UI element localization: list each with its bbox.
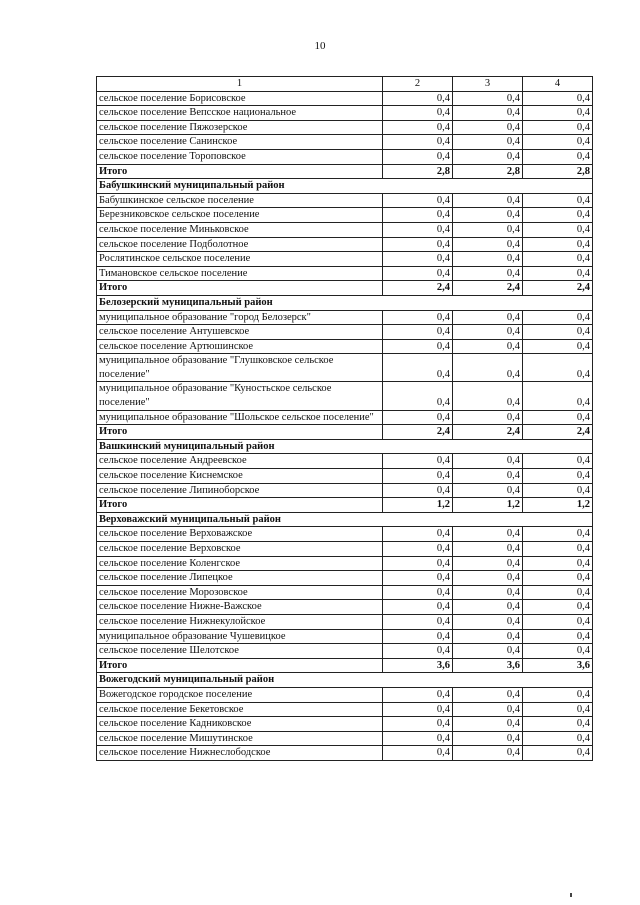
settlement-name: муниципальное образование "Шольское сельское поселение" bbox=[97, 410, 383, 425]
settlement-name: муниципальное образование Чушевицкое bbox=[97, 629, 383, 644]
value-cell: 0,4 bbox=[523, 106, 593, 121]
value-cell: 0,4 bbox=[523, 542, 593, 557]
table-row bbox=[97, 266, 593, 281]
value-cell: 0,4 bbox=[383, 614, 453, 629]
value-cell: 0,4 bbox=[383, 91, 453, 106]
value-cell: 0,4 bbox=[383, 731, 453, 746]
district-name: Вашкинский муниципальный район bbox=[97, 439, 593, 454]
district-row bbox=[97, 512, 593, 527]
value-cell: 0,4 bbox=[453, 310, 523, 325]
table-row bbox=[97, 527, 593, 542]
value-cell: 0,4 bbox=[523, 339, 593, 354]
total-value: 1,2 bbox=[523, 498, 593, 513]
settlement-name: сельское поселение Мишутинское bbox=[97, 731, 383, 746]
value-cell: 0,4 bbox=[523, 193, 593, 208]
total-label: Итого bbox=[97, 281, 383, 296]
value-cell: 0,4 bbox=[523, 585, 593, 600]
value-cell: 0,4 bbox=[523, 120, 593, 135]
value-cell: 0,4 bbox=[453, 687, 523, 702]
settlement-name: сельское поселение Морозовское bbox=[97, 585, 383, 600]
value-cell: 0,4 bbox=[383, 135, 453, 150]
table-row bbox=[97, 717, 593, 732]
total-value: 1,2 bbox=[383, 498, 453, 513]
total-row bbox=[97, 281, 593, 296]
settlement-name: сельское поселение Артюшинское bbox=[97, 339, 383, 354]
district-name: Верховажский муниципальный район bbox=[97, 512, 593, 527]
value-cell: 0,4 bbox=[453, 135, 523, 150]
value-cell: 0,4 bbox=[383, 746, 453, 761]
settlement-name: сельское поселение Киснемское bbox=[97, 469, 383, 484]
table-row bbox=[97, 629, 593, 644]
value-cell: 0,4 bbox=[523, 600, 593, 615]
value-cell: 0,4 bbox=[453, 702, 523, 717]
value-cell: 0,4 bbox=[523, 644, 593, 659]
table-row bbox=[97, 644, 593, 659]
settlement-name: сельское поселение Кадниковское bbox=[97, 717, 383, 732]
column-header: 4 bbox=[523, 77, 593, 92]
value-cell: 0,4 bbox=[453, 644, 523, 659]
value-cell: 0,4 bbox=[523, 410, 593, 425]
value-cell: 0,4 bbox=[453, 629, 523, 644]
settlement-name: сельское поселение Санинское bbox=[97, 135, 383, 150]
value-cell: 0,4 bbox=[523, 483, 593, 498]
settlement-name: сельское поселение Верховское bbox=[97, 542, 383, 557]
value-cell: 0,4 bbox=[453, 149, 523, 164]
table-row bbox=[97, 702, 593, 717]
value-cell: 0,4 bbox=[453, 410, 523, 425]
table-row bbox=[97, 469, 593, 484]
value-cell: 0,4 bbox=[523, 325, 593, 340]
value-cell: 0,4 bbox=[523, 746, 593, 761]
settlement-name: Тимановское сельское поселение bbox=[97, 266, 383, 281]
value-cell: 0,4 bbox=[523, 571, 593, 586]
total-value: 2,4 bbox=[523, 425, 593, 440]
table-row bbox=[97, 193, 593, 208]
district-row bbox=[97, 673, 593, 688]
settlement-name: сельское поселение Андреевское bbox=[97, 454, 383, 469]
value-cell: 0,4 bbox=[453, 556, 523, 571]
value-cell: 0,4 bbox=[383, 687, 453, 702]
table-row bbox=[97, 208, 593, 223]
column-header: 1 bbox=[97, 77, 383, 92]
value-cell: 0,4 bbox=[523, 135, 593, 150]
table-row bbox=[97, 746, 593, 761]
value-cell: 0,4 bbox=[383, 644, 453, 659]
district-name: Бабушкинский муниципальный район bbox=[97, 179, 593, 194]
settlement-name: сельское поселение Борисовское bbox=[97, 91, 383, 106]
table-row bbox=[97, 556, 593, 571]
settlement-name: Бабушкинское сельское поселение bbox=[97, 193, 383, 208]
total-row bbox=[97, 425, 593, 440]
settlement-name: сельское поселение Подболотное bbox=[97, 237, 383, 252]
value-cell: 0,4 bbox=[453, 120, 523, 135]
value-cell: 0,4 bbox=[523, 556, 593, 571]
value-cell: 0,4 bbox=[523, 731, 593, 746]
table-row bbox=[97, 135, 593, 150]
value-cell: 0,4 bbox=[523, 629, 593, 644]
table-row bbox=[97, 106, 593, 121]
value-cell: 0,4 bbox=[383, 600, 453, 615]
value-cell: 0,4 bbox=[523, 527, 593, 542]
settlement-name: сельское поселение Липецкое bbox=[97, 571, 383, 586]
value-cell: 0,4 bbox=[453, 571, 523, 586]
value-cell: 0,4 bbox=[383, 252, 453, 267]
settlement-name: сельское поселение Антушевское bbox=[97, 325, 383, 340]
value-cell: 0,4 bbox=[453, 527, 523, 542]
table-row bbox=[97, 687, 593, 702]
table-row bbox=[97, 237, 593, 252]
value-cell: 0,4 bbox=[453, 469, 523, 484]
value-cell: 0,4 bbox=[523, 237, 593, 252]
settlement-name: сельское поселение Верховажское bbox=[97, 527, 383, 542]
value-cell: 0,4 bbox=[453, 454, 523, 469]
value-cell: 0,4 bbox=[383, 556, 453, 571]
value-cell: 0,4 bbox=[383, 542, 453, 557]
value-cell: 0,4 bbox=[383, 717, 453, 732]
value-cell: 0,4 bbox=[523, 149, 593, 164]
settlement-name: сельское поселение Шелотское bbox=[97, 644, 383, 659]
total-row bbox=[97, 164, 593, 179]
table-row bbox=[97, 222, 593, 237]
value-cell: 0,4 bbox=[453, 483, 523, 498]
settlement-name: Рослятинское сельское поселение bbox=[97, 252, 383, 267]
table-row bbox=[97, 542, 593, 557]
value-cell: 0,4 bbox=[383, 222, 453, 237]
table-row bbox=[97, 252, 593, 267]
value-cell: 0,4 bbox=[383, 410, 453, 425]
value-cell: 0,4 bbox=[523, 454, 593, 469]
value-cell: 0,4 bbox=[383, 120, 453, 135]
value-cell: 0,4 bbox=[453, 382, 523, 410]
table-row bbox=[97, 731, 593, 746]
district-name: Белозерский муниципальный район bbox=[97, 295, 593, 310]
settlement-name: сельское поселение Тороповское bbox=[97, 149, 383, 164]
table-row bbox=[97, 325, 593, 340]
value-cell: 0,4 bbox=[383, 354, 453, 382]
value-cell: 0,4 bbox=[453, 106, 523, 121]
value-cell: 0,4 bbox=[453, 237, 523, 252]
value-cell: 0,4 bbox=[383, 325, 453, 340]
value-cell: 0,4 bbox=[453, 91, 523, 106]
total-value: 2,4 bbox=[523, 281, 593, 296]
total-value: 3,6 bbox=[383, 658, 453, 673]
value-cell: 0,4 bbox=[383, 629, 453, 644]
settlement-name: Вожегодское городское поселение bbox=[97, 687, 383, 702]
value-cell: 0,4 bbox=[453, 585, 523, 600]
column-header: 2 bbox=[383, 77, 453, 92]
table-row bbox=[97, 600, 593, 615]
column-header: 3 bbox=[453, 77, 523, 92]
total-value: 3,6 bbox=[453, 658, 523, 673]
settlement-name: муниципальное образование "Глушковское сельское поселение" bbox=[97, 354, 383, 382]
value-cell: 0,4 bbox=[523, 222, 593, 237]
value-cell: 0,4 bbox=[453, 600, 523, 615]
table-row bbox=[97, 120, 593, 135]
value-cell: 0,4 bbox=[453, 614, 523, 629]
value-cell: 0,4 bbox=[523, 717, 593, 732]
settlement-name: сельское поселение Вепсское национальное bbox=[97, 106, 383, 121]
district-row bbox=[97, 439, 593, 454]
total-label: Итого bbox=[97, 425, 383, 440]
settlement-name: сельское поселение Нижнекулойское bbox=[97, 614, 383, 629]
settlement-name: сельское поселение Бекетовское bbox=[97, 702, 383, 717]
total-value: 1,2 bbox=[453, 498, 523, 513]
value-cell: 0,4 bbox=[453, 731, 523, 746]
settlement-name: сельское поселение Миньковское bbox=[97, 222, 383, 237]
margin-mark bbox=[570, 893, 572, 897]
settlement-name: сельское поселение Пяжозерское bbox=[97, 120, 383, 135]
district-name: Вожегодский муниципальный район bbox=[97, 673, 593, 688]
district-row bbox=[97, 179, 593, 194]
table-row bbox=[97, 339, 593, 354]
table-row bbox=[97, 382, 593, 410]
table-row bbox=[97, 614, 593, 629]
value-cell: 0,4 bbox=[523, 702, 593, 717]
settlement-name: сельское поселение Коленгское bbox=[97, 556, 383, 571]
value-cell: 0,4 bbox=[523, 310, 593, 325]
value-cell: 0,4 bbox=[383, 585, 453, 600]
value-cell: 0,4 bbox=[383, 527, 453, 542]
value-cell: 0,4 bbox=[453, 222, 523, 237]
settlement-name: сельское поселение Нижне-Важское bbox=[97, 600, 383, 615]
total-value: 2,8 bbox=[523, 164, 593, 179]
table-row bbox=[97, 310, 593, 325]
value-cell: 0,4 bbox=[523, 91, 593, 106]
table-row bbox=[97, 483, 593, 498]
value-cell: 0,4 bbox=[383, 469, 453, 484]
total-label: Итого bbox=[97, 658, 383, 673]
value-cell: 0,4 bbox=[523, 208, 593, 223]
value-cell: 0,4 bbox=[383, 483, 453, 498]
total-label: Итого bbox=[97, 164, 383, 179]
settlement-name: муниципальное образование "город Белозерск" bbox=[97, 310, 383, 325]
value-cell: 0,4 bbox=[383, 454, 453, 469]
value-cell: 0,4 bbox=[453, 193, 523, 208]
value-cell: 0,4 bbox=[523, 266, 593, 281]
table-row bbox=[97, 410, 593, 425]
table-row bbox=[97, 571, 593, 586]
total-value: 2,8 bbox=[383, 164, 453, 179]
table-row bbox=[97, 149, 593, 164]
settlement-name: Березниковское сельское поселение bbox=[97, 208, 383, 223]
value-cell: 0,4 bbox=[383, 106, 453, 121]
value-cell: 0,4 bbox=[453, 266, 523, 281]
allocation-table bbox=[96, 76, 593, 761]
value-cell: 0,4 bbox=[383, 382, 453, 410]
value-cell: 0,4 bbox=[453, 354, 523, 382]
value-cell: 0,4 bbox=[383, 571, 453, 586]
total-value: 2,4 bbox=[383, 281, 453, 296]
total-value: 2,4 bbox=[383, 425, 453, 440]
value-cell: 0,4 bbox=[383, 702, 453, 717]
value-cell: 0,4 bbox=[453, 339, 523, 354]
value-cell: 0,4 bbox=[453, 252, 523, 267]
page-number: 10 bbox=[314, 40, 326, 52]
value-cell: 0,4 bbox=[383, 310, 453, 325]
value-cell: 0,4 bbox=[523, 382, 593, 410]
value-cell: 0,4 bbox=[383, 208, 453, 223]
district-row bbox=[97, 295, 593, 310]
table-row bbox=[97, 91, 593, 106]
value-cell: 0,4 bbox=[523, 469, 593, 484]
value-cell: 0,4 bbox=[453, 208, 523, 223]
total-row bbox=[97, 658, 593, 673]
table-row bbox=[97, 585, 593, 600]
value-cell: 0,4 bbox=[453, 717, 523, 732]
value-cell: 0,4 bbox=[523, 687, 593, 702]
value-cell: 0,4 bbox=[523, 614, 593, 629]
total-value: 3,6 bbox=[523, 658, 593, 673]
total-value: 2,4 bbox=[453, 425, 523, 440]
table-row bbox=[97, 354, 593, 382]
value-cell: 0,4 bbox=[453, 746, 523, 761]
value-cell: 0,4 bbox=[383, 339, 453, 354]
value-cell: 0,4 bbox=[383, 149, 453, 164]
total-value: 2,8 bbox=[453, 164, 523, 179]
value-cell: 0,4 bbox=[453, 325, 523, 340]
value-cell: 0,4 bbox=[383, 266, 453, 281]
table-body bbox=[97, 77, 593, 761]
value-cell: 0,4 bbox=[383, 193, 453, 208]
total-label: Итого bbox=[97, 498, 383, 513]
settlement-name: муниципальное образование "Куностьское сельское поселение" bbox=[97, 382, 383, 410]
settlement-name: сельское поселение Липиноборское bbox=[97, 483, 383, 498]
total-value: 2,4 bbox=[453, 281, 523, 296]
value-cell: 0,4 bbox=[523, 354, 593, 382]
value-cell: 0,4 bbox=[383, 237, 453, 252]
settlement-name: сельское поселение Нижнеслободское bbox=[97, 746, 383, 761]
header-row bbox=[97, 77, 593, 92]
total-row bbox=[97, 498, 593, 513]
table-row bbox=[97, 454, 593, 469]
value-cell: 0,4 bbox=[523, 252, 593, 267]
value-cell: 0,4 bbox=[453, 542, 523, 557]
